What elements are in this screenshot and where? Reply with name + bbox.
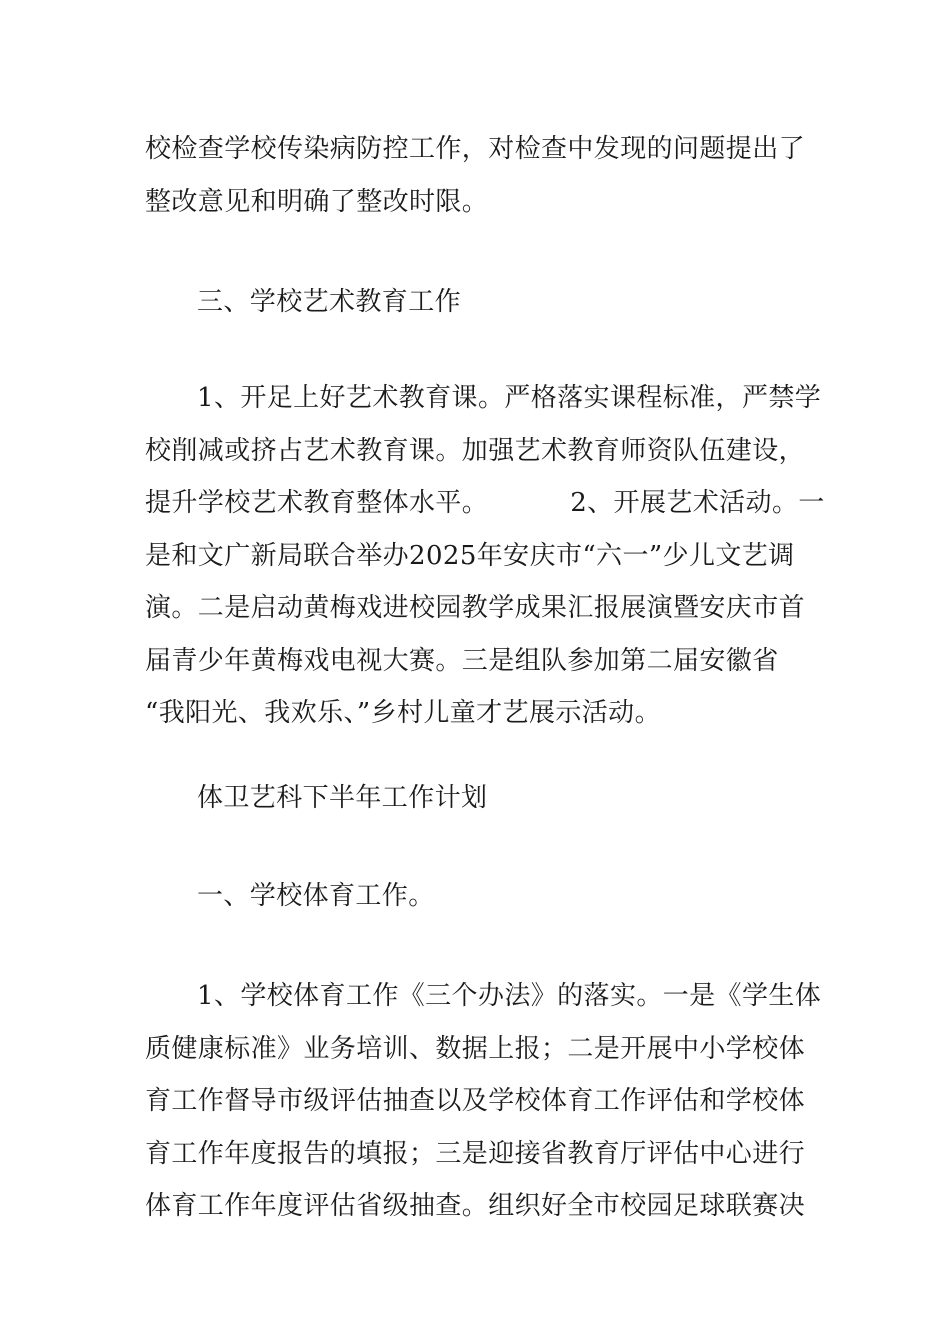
paragraph-intro xyxy=(145,123,810,228)
text-line: 演。二是启动黄梅戏进校园教学成果汇报展演暨安庆市首 xyxy=(145,593,806,623)
paragraph-sports xyxy=(145,970,822,1233)
section-heading-plan: 体卫艺科下半年工作计划 xyxy=(197,783,488,813)
text-line: “我阳光、我欢乐、”乡村儿童才艺展示活动。 xyxy=(145,698,661,728)
text-line: 校削减或挤占艺术教育课。加强艺术教育师资队伍建设， xyxy=(145,435,806,466)
text-line: 质健康标准》业务培训、数据上报；二是开展中小学校体 xyxy=(145,1033,806,1064)
section-heading-arts: 三、学校艺术教育工作 xyxy=(197,287,462,317)
text-line: 届青少年黄梅戏电视大赛。三是组队参加第二届安徽省 xyxy=(145,645,779,676)
text-line: 整改意见和明确了整改时限。 xyxy=(145,186,489,217)
paragraph-arts xyxy=(145,372,825,740)
text-line: 是和文广新局联合举办2025年安庆市“六一”少儿文艺调 xyxy=(145,540,795,571)
text-line: 1、学校体育工作《三个办法》的落实。一是《学生体 xyxy=(197,981,822,1011)
text-line: 育工作年度报告的填报；三是迎接省教育厅评估中心进行 xyxy=(145,1138,806,1169)
text-line: 1、开足上好艺术教育课。严格落实课程标准，严禁学 xyxy=(197,383,822,413)
text-line: 育工作督导市级评估抽查以及学校体育工作评估和学校体 xyxy=(145,1086,806,1116)
section-heading-sports: 一、学校体育工作。 xyxy=(197,881,435,911)
text-line xyxy=(145,477,825,530)
text-fragment: 2、开展艺术活动。一 xyxy=(570,488,825,518)
text-fragment: 提升学校艺术教育整体水平。 xyxy=(145,488,489,518)
text-line: 校检查学校传染病防控工作，对检查中发现的问题提出了 xyxy=(145,134,806,164)
text-line: 体育工作年度评估省级抽查。组织好全市校园足球联赛决 xyxy=(145,1191,806,1221)
